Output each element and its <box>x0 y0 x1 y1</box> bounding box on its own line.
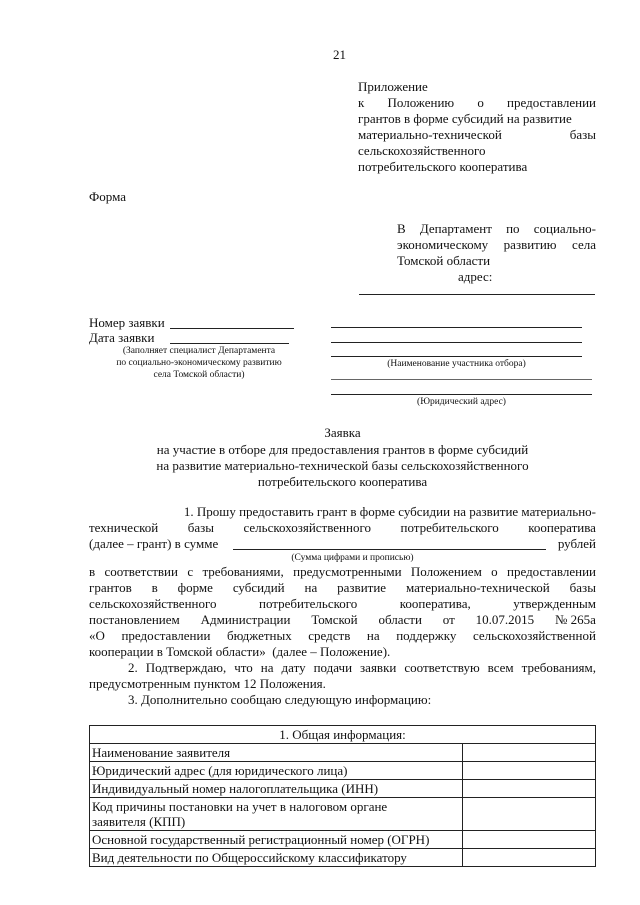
row-value-cell[interactable] <box>463 798 596 831</box>
page-number: 21 <box>333 47 346 62</box>
word: развитие <box>337 580 387 595</box>
word: на <box>260 660 274 675</box>
appendix-line-1 <box>358 95 596 111</box>
request-date-label: Дата заявки <box>89 330 155 345</box>
word: материально-технической <box>358 127 502 142</box>
word: дату <box>281 660 306 675</box>
row-value-cell[interactable] <box>463 744 596 762</box>
p1-line-8 <box>89 628 596 644</box>
word: экономическому <box>397 237 489 252</box>
row-label: Вид деятельности по Общероссийскому классификатору <box>90 849 463 867</box>
word: Департамент <box>419 221 492 236</box>
address-input-line[interactable] <box>359 294 595 295</box>
word: всем <box>487 660 514 675</box>
row-value-cell[interactable] <box>463 849 596 867</box>
word: с <box>187 564 194 579</box>
addressee-line-4: адрес: <box>458 269 493 284</box>
word: средств <box>308 628 351 643</box>
p1-line-7 <box>89 612 596 628</box>
appendix-block <box>358 79 596 175</box>
word: от <box>442 612 455 627</box>
participant-address-line-2[interactable] <box>331 394 592 395</box>
row-value-cell[interactable] <box>463 762 596 780</box>
row-label: Юридический адрес (для юридического лица) <box>90 762 463 780</box>
word: села <box>572 237 596 252</box>
table-row <box>90 798 596 831</box>
paragraph-1 <box>89 504 596 708</box>
word: соответствую <box>404 660 480 675</box>
row-label-line: заявителя (КПП) <box>92 814 186 829</box>
word: потребительского <box>400 520 499 535</box>
p1-line-3 <box>89 536 596 552</box>
word: предусмотренными <box>293 564 402 579</box>
p1-line-5 <box>89 580 596 596</box>
sum-label: (далее – грант) в сумме <box>89 536 219 551</box>
word: социально- <box>533 221 596 236</box>
p1-line-6 <box>89 596 596 612</box>
word: утвержденным <box>513 596 596 611</box>
currency-label: рублей <box>557 536 596 551</box>
p2-line-1 <box>89 660 596 676</box>
word: «О <box>89 628 105 643</box>
word: Администрации <box>200 612 291 627</box>
participant-name-caption: (Наименование участника отбора) <box>387 359 526 369</box>
addressee-line-1 <box>397 221 596 237</box>
word: базы <box>187 520 214 535</box>
participant-name-line-2[interactable] <box>331 342 582 343</box>
request-number-label: Номер заявки <box>89 315 165 330</box>
word: кооператива <box>528 520 596 535</box>
p1-line-9: кооперации в Томской области» (далее – Положение). <box>89 644 391 659</box>
word: требованиями, <box>202 564 284 579</box>
form-label: Форма <box>89 189 126 204</box>
participant-name-line-3[interactable] <box>331 356 582 357</box>
word: соответствии <box>104 564 178 579</box>
word: Томской <box>311 612 358 627</box>
p1-line-1: 1. Прошу предоставить грант в форме субсидии на развитие материально- <box>183 504 596 519</box>
word: базы <box>569 127 596 142</box>
word: базы <box>569 580 596 595</box>
row-label-line: Код причины постановки на учет в налоговом органе <box>92 799 388 814</box>
heading-line-2: на развитие материально-технической базы сельскохозяйственного <box>156 458 529 473</box>
word: 2. <box>128 660 138 675</box>
request-date-line[interactable] <box>170 343 289 344</box>
heading-line-3: потребительского кооператива <box>257 474 428 489</box>
row-value-cell[interactable] <box>463 831 596 849</box>
word: форме <box>177 580 213 595</box>
word: В <box>397 221 406 236</box>
word: № 265а <box>555 612 596 627</box>
row-label: Наименование заявителя <box>90 744 463 762</box>
word: сельскохозяйственной <box>472 628 596 643</box>
appendix-line-4: сельскохозяйственного <box>358 143 486 158</box>
table-row <box>90 849 596 867</box>
application-heading <box>89 425 596 490</box>
word: кооператива, <box>399 596 471 611</box>
sum-input-line[interactable] <box>233 549 546 550</box>
word: грантов <box>89 580 132 595</box>
word: требованиям, <box>521 660 596 675</box>
row-label: Основной государственный регистрационный номер (ОГРН) <box>90 831 463 849</box>
participant-address-caption: (Юридический адрес) <box>417 397 506 407</box>
appendix-line-5: потребительского кооператива <box>358 159 528 174</box>
word: к <box>358 95 365 110</box>
word: о <box>491 564 498 579</box>
word: потребительского <box>259 596 358 611</box>
p3-line: 3. Дополнительно сообщаю следующую информацию: <box>128 692 432 707</box>
appendix-line-3 <box>358 127 596 143</box>
word: Подтверждаю, <box>145 660 227 675</box>
word: предоставлении <box>121 628 211 643</box>
word: предоставлении <box>507 564 596 579</box>
participant-name-line-1[interactable] <box>331 327 582 328</box>
word: подачи <box>313 660 353 675</box>
word: развитию <box>503 237 557 252</box>
p1-line-4 <box>89 564 596 580</box>
word: технической <box>89 520 159 535</box>
word: постановлением <box>89 612 180 627</box>
row-label: Индивидуальный номер налогоплательщика (ИНН) <box>90 780 463 798</box>
appendix-title: Приложение <box>358 79 428 94</box>
sum-caption: (Сумма цифрами и прописью) <box>291 553 414 563</box>
p2-line-2: предусмотренным пунктом 12 Положения. <box>89 676 326 691</box>
table-row <box>90 762 596 780</box>
word: что <box>234 660 253 675</box>
word: Положением <box>410 564 482 579</box>
row-value-cell[interactable] <box>463 780 596 798</box>
word: сельскохозяйственного <box>243 520 371 535</box>
word: сельскохозяйственного <box>89 596 217 611</box>
word: предоставлении <box>507 95 596 110</box>
request-note <box>108 345 290 381</box>
table-row <box>90 780 596 798</box>
addressee-line-2 <box>397 237 596 253</box>
note-line: (Заполняет специалист Департамента <box>122 346 276 356</box>
note-line: села Томской области) <box>153 370 245 380</box>
table-header-row <box>90 726 596 744</box>
general-info-table <box>89 725 596 867</box>
table-section-title: 1. Общая информация: <box>90 726 596 744</box>
word: заявки <box>360 660 397 675</box>
word: поддержку <box>396 628 457 643</box>
appendix-line-2: грантов в форме субсидий на развитие <box>358 111 572 126</box>
word: материально-технической <box>405 580 550 595</box>
word: 10.07.2015 <box>475 612 535 627</box>
word: о <box>477 95 484 110</box>
request-number-line[interactable] <box>170 328 294 329</box>
word: субсидий <box>232 580 285 595</box>
heading-title: Заявка <box>324 425 361 440</box>
word: по <box>506 221 520 236</box>
participant-address-line-1[interactable] <box>331 379 592 380</box>
addressee-line-3: Томской области <box>397 253 491 268</box>
table-row <box>90 831 596 849</box>
addressee-block <box>397 221 596 285</box>
word: в <box>89 564 96 579</box>
word: на <box>304 580 318 595</box>
row-label <box>90 798 463 831</box>
word: в <box>151 580 158 595</box>
heading-line-1: на участие в отборе для предоставления грантов в форме субсидий <box>156 442 529 457</box>
word: области <box>378 612 422 627</box>
word: на <box>366 628 380 643</box>
word: Положению <box>387 95 455 110</box>
table-row <box>90 744 596 762</box>
p1-line-2 <box>89 520 596 536</box>
note-line: по социально-экономическому развитию <box>116 358 282 368</box>
word: бюджетных <box>226 628 292 643</box>
